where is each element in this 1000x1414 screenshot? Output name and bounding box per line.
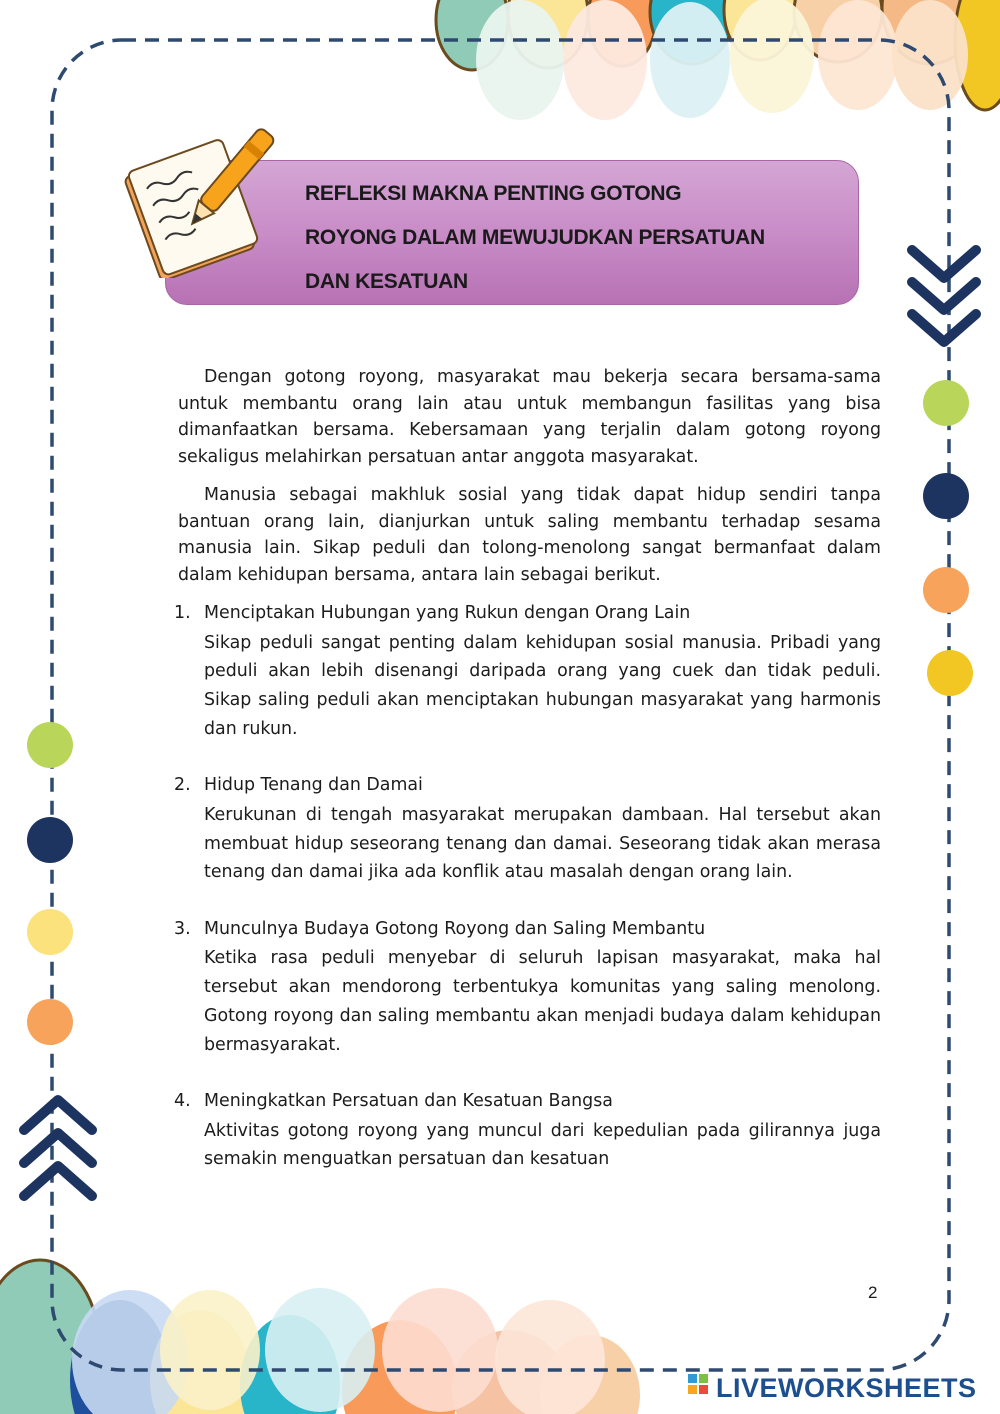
list-description: Aktivitas gotong royong yang muncul dari kepedulian pada gilirannya juga semakin menguatkan persatuan dan kesatuan (204, 1120, 881, 1170)
list-item (174, 600, 881, 743)
dot-icon (27, 999, 73, 1045)
page-title (305, 172, 845, 304)
dot-icon (927, 650, 973, 696)
liveworksheets-logo-icon (688, 1374, 710, 1402)
chevron-down-icon (912, 250, 976, 342)
brand-name: LIVEWORKSHEETS (716, 1372, 977, 1403)
top-scallop-decoration (436, 0, 1000, 120)
list-heading: Meningkatkan Persatuan dan Kesatuan Bangsa (204, 1091, 613, 1112)
list-item (174, 1088, 881, 1174)
bottom-scallop-decoration (0, 1260, 640, 1414)
list-item (174, 916, 881, 1059)
list-number: 1. (174, 603, 191, 623)
dot-icon (923, 473, 969, 519)
dot-icon (923, 567, 969, 613)
list-description: Kerukunan di tengah masyarakat merupakan dambaan. Hal tersebut akan membuat hidup seseorang tenang dan damai. Seseorang tidak akan merasa tenang dan damai jika ada konflik atau masalah dengan orang lain. (204, 804, 881, 883)
title-line: ROYONG DALAM MEWUJUDKAN PERSATUAN (305, 226, 765, 249)
list-heading: Hidup Tenang dan Damai (204, 775, 423, 796)
list-description: Ketika rasa peduli menyebar di seluruh lapisan masyarakat, maka hal tersebut akan mendorong terbentukya komunitas yang saling menolong. Gotong royong dan saling membantu akan menjadi budaya dalam kehidupan bermasyarakat. (204, 948, 881, 1055)
list-heading: Menciptakan Hubungan yang Rukun dengan Orang Lain (204, 603, 691, 623)
dot-icon (27, 817, 73, 863)
list-item (174, 772, 881, 887)
chevron-up-icon (24, 1100, 92, 1196)
list-number: 2. (174, 775, 191, 796)
list-description: Sikap peduli sangat penting dalam kehidupan sosial manusia. Pribadi yang peduli akan lebih disenangi daripada orang yang cuek dan tidak peduli. Sikap saling peduli akan menciptakan hubungan masyarakat yang harmonis dan rukun. (204, 632, 881, 739)
notebook-pen-icon (118, 118, 278, 278)
list-number: 4. (174, 1091, 191, 1112)
liveworksheets-brand[interactable] (688, 1370, 977, 1406)
list-number: 3. (174, 918, 191, 939)
list-heading: Munculnya Budaya Gotong Royong dan Saling Membantu (204, 918, 706, 939)
title-line: REFLEKSI MAKNA PENTING GOTONG (305, 182, 682, 205)
benefits-list (174, 600, 881, 1174)
document-body (174, 364, 881, 1203)
dot-icon (923, 380, 969, 426)
paragraph: Dengan gotong royong, masyarakat mau bekerja secara bersama-sama untuk membantu orang lain atau untuk membangun fasilitas yang bisa dimanfaatkan bersama. Kebersamaan yang terjalin dalam gotong royong sekaligus melahirkan persatuan antar anggota masyarakat. (178, 367, 881, 467)
paragraph: Manusia sebagai makhluk sosial yang tidak dapat hidup sendiri tanpa bantuan orang lain, dianjurkan untuk saling membantu terhadap sesama manusia lain. Sikap peduli dan tolong-menolong sangat bermanfaat dalam dalam kehidupan bersama, antara lain sebagai berikut. (178, 485, 881, 585)
title-line: DAN KESATUAN (305, 270, 468, 293)
dot-icon (27, 722, 73, 768)
page-number: 2 (868, 1283, 878, 1302)
dot-icon (27, 909, 73, 955)
